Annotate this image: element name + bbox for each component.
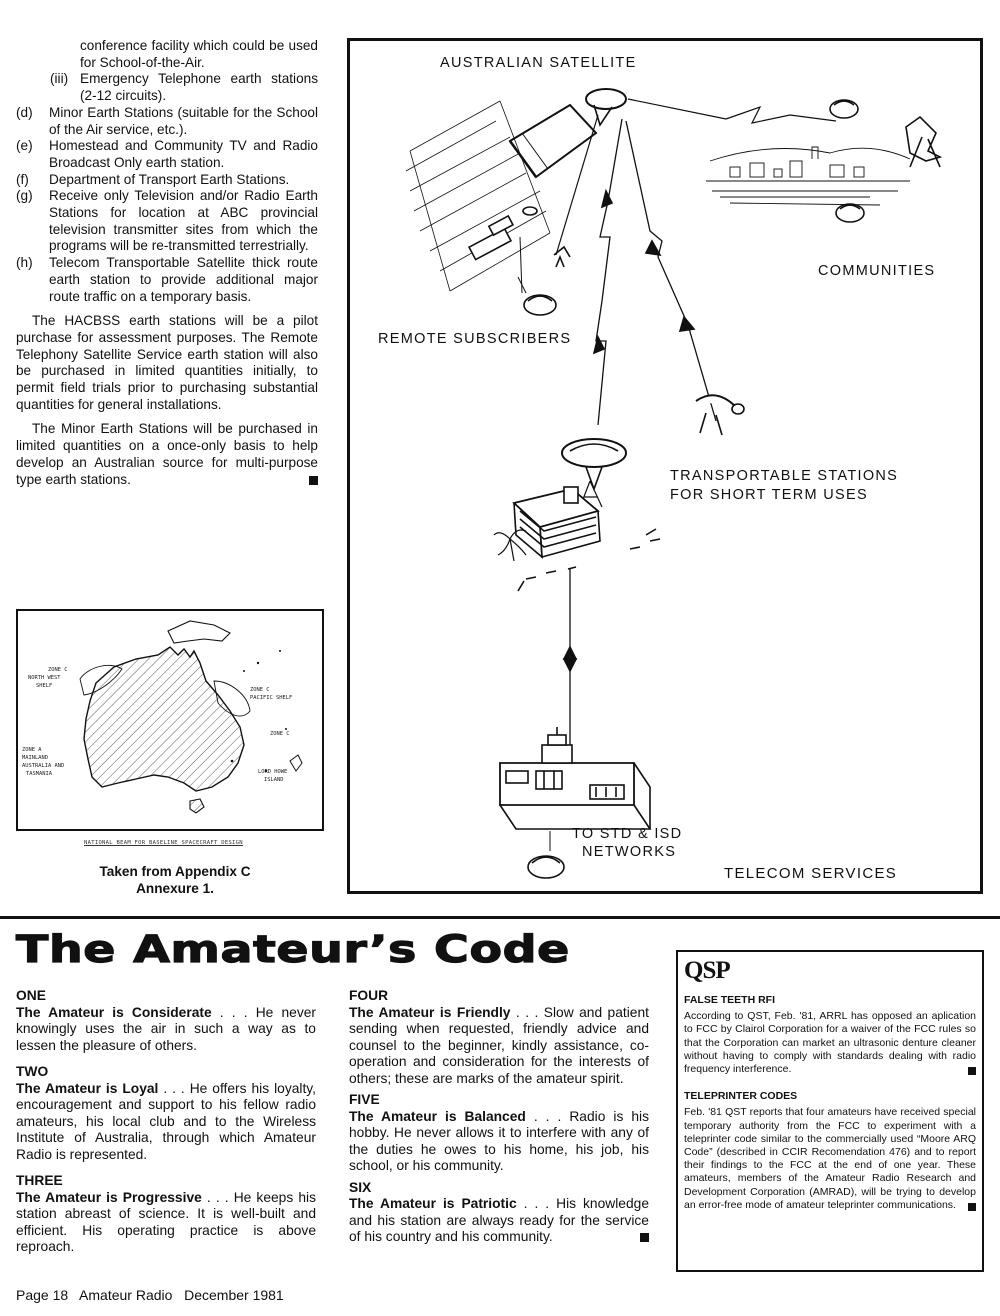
section-lead: The Amateur is Friendly <box>349 1004 511 1020</box>
mainland-outline <box>84 647 244 791</box>
section-lead: The Amateur is Loyal <box>16 1080 159 1096</box>
list-label: (f) <box>16 171 29 187</box>
article-continuation-column <box>16 38 318 488</box>
map-small-caption: NATIONAL BEAM FOR BASELINE SPACECRAFT DESIGN <box>84 840 243 846</box>
qsp-paragraph: Feb. '81 QST reports that four amateurs have received special temporary authority from the FCC to experiment with a teleprinter code similar to the commercially used “Moore ARQ Code” (described in CCIR Recomendation 476) and to report their findings to the FCC at the end of one year. These amateurs, members of the Amateur Radio Research and Development Corporation (AMRAD), will be trying to develop an error-free mode of amateur teleprinter communications. <box>684 1106 976 1211</box>
palm-tree-icon <box>494 530 526 561</box>
section-number: FOUR <box>349 988 389 1003</box>
label-telecom-services: TELECOM SERVICES <box>724 865 898 882</box>
label-line: NETWORKS <box>582 844 677 860</box>
satellite-dish <box>586 89 626 109</box>
list-item-h <box>16 255 318 305</box>
list-text: Telecom Transportable Satellite thick route earth station to provide additional major route traffic on a temporary basis. <box>49 255 318 304</box>
satellite-network-diagram <box>347 38 983 894</box>
section-number: ONE <box>16 988 46 1003</box>
list-label: (h) <box>16 255 33 271</box>
paragraph-hacbss: The HACBSS earth stations will be a pilot purchase for assessment purposes. The Remote Telephony Satellite Service earth station will also be purchased in limited quantities initially, to permit field trials prior to purchasing substantial quantities for general installations. <box>16 313 318 412</box>
label-line: TRANSPORTABLE STATIONS <box>670 468 899 484</box>
list-item-iii <box>16 71 318 104</box>
section-text: . . . Radio is his hobby. He never allows it to interfere with any of the duties he owes to his home, his job, his school, or his community. <box>349 1108 649 1173</box>
map-label: SHELF <box>36 683 53 689</box>
code-section-four <box>349 1005 649 1088</box>
map-caption-line: Annexure 1. <box>136 881 214 896</box>
end-of-article-mark <box>640 1233 649 1242</box>
label-australian-satellite: AUSTRALIAN SATELLITE <box>440 55 637 71</box>
list-label: (iii) <box>50 71 69 87</box>
code-section-one <box>16 1005 316 1055</box>
link-satellite-transportable <box>626 121 716 421</box>
qsp-heading-teleprinter: TELEPRINTER CODES <box>684 1090 798 1103</box>
qsp-heading-false-teeth: FALSE TEETH RFI <box>684 994 776 1006</box>
section-lead: The Amateur is Progressive <box>16 1189 202 1205</box>
section-lead: The Amateur is Patriotic <box>349 1196 517 1211</box>
label-remote-subscribers: REMOTE SUBSCRIBERS <box>378 331 572 347</box>
page-footer: Page 18 Amateur Radio December 1981 <box>16 1287 284 1303</box>
list-text: Homestead and Community TV and Radio Broadcast Only earth station. <box>49 138 318 170</box>
qsp-text-false-teeth <box>684 1010 976 1076</box>
end-of-article-mark <box>309 476 318 485</box>
diagram-illustration <box>350 41 980 891</box>
code-section-six <box>349 1196 649 1246</box>
communities-town <box>706 147 910 205</box>
qsp-text-teleprinter <box>684 1106 976 1212</box>
map-label: MAINLAND <box>22 755 48 761</box>
section-text: . . . He keeps his station abreast of science. It is well-built and efficient. His operating practice is above reproach. <box>16 1189 316 1254</box>
list-item-d <box>16 105 318 138</box>
section-number: SIX <box>349 1179 372 1195</box>
map-label: AUSTRALIA AND <box>22 763 65 769</box>
paragraph-minor-earth-stations <box>16 421 318 488</box>
section-text: . . . Slow and patient sending when requested, friendly advice and counsel to the beginner, kindly assistance, co-operation and consideration for the interests of others; these are marks of the amateur spirit. <box>349 1004 649 1086</box>
community-phone-icon <box>836 204 864 222</box>
paragraph-text: The Minor Earth Stations will be purchased in limited quantities on a once-only basis to help develop an Australian source for multi-purpose type earth stations. <box>16 421 318 487</box>
map-label: ZONE C <box>48 667 68 673</box>
code-column-left <box>16 988 316 1261</box>
map-label: ZONE A <box>22 747 42 753</box>
new-guinea-outline <box>168 621 230 643</box>
list-text: Receive only Television and/or Radio Earth Stations for location at ABC provincial television transmitter sites from which the programs will be re-transmitted terrestrially. <box>49 188 318 254</box>
amateurs-code-title: The Amateur’s Code <box>16 928 570 971</box>
map-label: PACIFIC SHELF <box>250 695 293 701</box>
map-label: ISLAND <box>264 777 284 783</box>
map-label: TASMANIA <box>26 771 52 777</box>
map-caption <box>40 863 310 897</box>
map-caption-line: Taken from Appendix C <box>99 864 251 879</box>
link-satellite-earth-station <box>596 119 622 425</box>
end-of-article-mark <box>968 1203 976 1211</box>
section-lead: The Amateur is Considerate <box>16 1004 212 1020</box>
map-label: ZONE C <box>250 687 270 693</box>
map-label: LORD HOWE <box>258 769 288 775</box>
earth-station-dish <box>562 439 626 489</box>
label-line: FOR SHORT TERM USES <box>670 487 868 503</box>
section-number: FIVE <box>349 1092 380 1107</box>
telecom-building <box>500 727 650 829</box>
section-text: . . . His knowledge and his station are always ready for the service of his country and his community. <box>349 1196 649 1244</box>
label-std-isd-networks <box>572 825 682 861</box>
code-section-five <box>349 1109 649 1175</box>
section-number: THREE <box>16 1173 63 1188</box>
label-transportable-stations <box>670 467 898 505</box>
list-label: (d) <box>16 104 33 120</box>
list-text: Minor Earth Stations (suitable for the School of the Air service, etc.). <box>49 104 318 137</box>
list-label: (g) <box>16 188 33 204</box>
end-of-article-mark <box>968 1067 976 1075</box>
qsp-logo: QSP <box>684 957 730 984</box>
code-column-middle <box>349 988 649 1251</box>
map-label: ZONE C <box>270 731 290 737</box>
section-number: TWO <box>16 1064 49 1079</box>
section-divider <box>0 916 1000 919</box>
transportable-dish <box>696 395 744 435</box>
qsp-paragraph: According to QST, Feb. '81, ARRL has opposed an aplication to FCC by Clairol Corporation for a waiver of the FCC rules so that the Corporation can market an ultrasonic denture cleaner without having to comply with standards dealing with radio frequency interference. <box>684 1010 976 1076</box>
community-phone-icon <box>830 100 858 118</box>
qsp-news-box <box>676 950 984 1272</box>
list-label: (e) <box>16 138 33 154</box>
boundary-dashes <box>518 529 660 591</box>
list-item-g <box>16 188 318 255</box>
map-label: NORTH WEST <box>28 675 61 681</box>
tasmania-outline <box>190 799 204 813</box>
island-outline <box>290 755 302 771</box>
section-text: . . . He offers his loyalty, encouragement and support to his fellow radio amateurs, his local club and to the Wireless Institute of Australia, through which Amateur Radio is represented. <box>16 1080 317 1162</box>
list-item-f <box>16 172 318 189</box>
section-text: . . . He never knowingly uses the air in such a way as to lessen the pleasure of others. <box>16 1004 316 1053</box>
continuation-text: conference facility which could be used for School-of-the-Air. <box>80 38 318 70</box>
code-section-three <box>16 1190 316 1256</box>
code-section-two <box>16 1081 316 1164</box>
remote-phone-icon <box>518 277 556 315</box>
australia-map-illustration <box>18 611 322 829</box>
list-item-e <box>16 138 318 171</box>
australia-beam-map <box>16 609 324 831</box>
telecom-phone-icon <box>528 856 564 878</box>
list-text: Department of Transport Earth Stations. <box>49 171 290 187</box>
label-communities: COMMUNITIES <box>818 263 936 279</box>
section-lead: The Amateur is Balanced <box>349 1108 526 1124</box>
list-text: Emergency Telephone earth stations (2-12 circuits). <box>80 71 318 104</box>
label-line: TO STD & ISD <box>572 826 683 842</box>
